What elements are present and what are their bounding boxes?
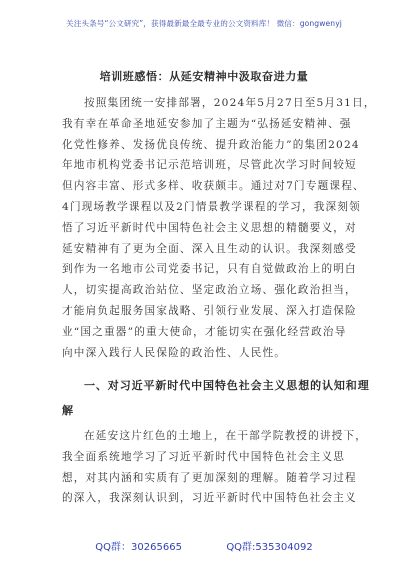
document-title: 培训班感悟：从延安精神中汲取奋进力量 [99,70,309,83]
paragraph-line: 的深入，我深刻认识到，习近平新时代中国特色社会主义 [62,492,357,505]
paragraph-section-1 [62,426,368,509]
paragraph-line: 但内容丰富、形式多样、收获颇丰。通过对7门专题课程、 [62,180,365,193]
paragraph-line: 向中深入践行人民保险的政治性、人民性。 [62,346,287,359]
paragraph-intro [62,93,376,363]
qq-group-1: QQ群：30265665 [95,542,182,553]
paragraph-line: 化党性修养、发扬优良传统、提升政治能力”的集团2024 [62,138,360,151]
section-heading-1 [62,373,370,423]
footer-contact [0,538,408,553]
paragraph-line: 按照集团统一安排部署，2024年5月27日至5月31日， [84,97,376,109]
paragraph-line: 4门现场教学课程以及2门情景教学课程的学习，我深刻领 [62,200,361,213]
qq-group-2: QQ群:535304092 [226,542,313,553]
paragraph-line: 业“国之重器”的重大使命，才能切实在强化经营政治导 [62,325,347,338]
paragraph-line: 年地市机构党委书记示范培训班，尽管此次学习时间较短 [62,159,357,172]
paragraph-line: 到作为一名地市公司党委书记，只有自觉做政治上的明白 [62,263,357,276]
paragraph-line: 我全面系统地学习了习近平新时代中国特色社会主义思 [62,450,346,463]
paragraph-line: 我有幸在革命圣地延安参加了主题为“弘扬延安精神、强 [62,117,352,130]
heading-line: 解 [62,404,74,417]
paragraph-line: 才能肩负起服务国家战略、引领行业发展、深入打造保险 [62,304,357,317]
paragraph-line: 延安精神有了更为全面、深入且生动的认识。我深刻感受 [62,242,357,255]
promo-banner: 关注头条号“公文研究”，获得最新最全最专业的公文资料库！ 微信：gongwenyj [66,19,342,28]
heading-line: 一、对习近平新时代中国特色社会主义思想的认知和理 [84,379,370,392]
paragraph-line: 想，对其内涵和实质有了更加深刻的理解。随着学习过程 [62,471,357,484]
paragraph-line: 悟了习近平新时代中国特色社会主义思想的精髓要义，对 [62,221,357,234]
paragraph-line: 在延安这片红色的土地上，在干部学院教授的讲授下， [84,430,368,442]
paragraph-line: 人，切实提高政治站位、坚定政治立场、强化政治担当， [62,284,357,297]
